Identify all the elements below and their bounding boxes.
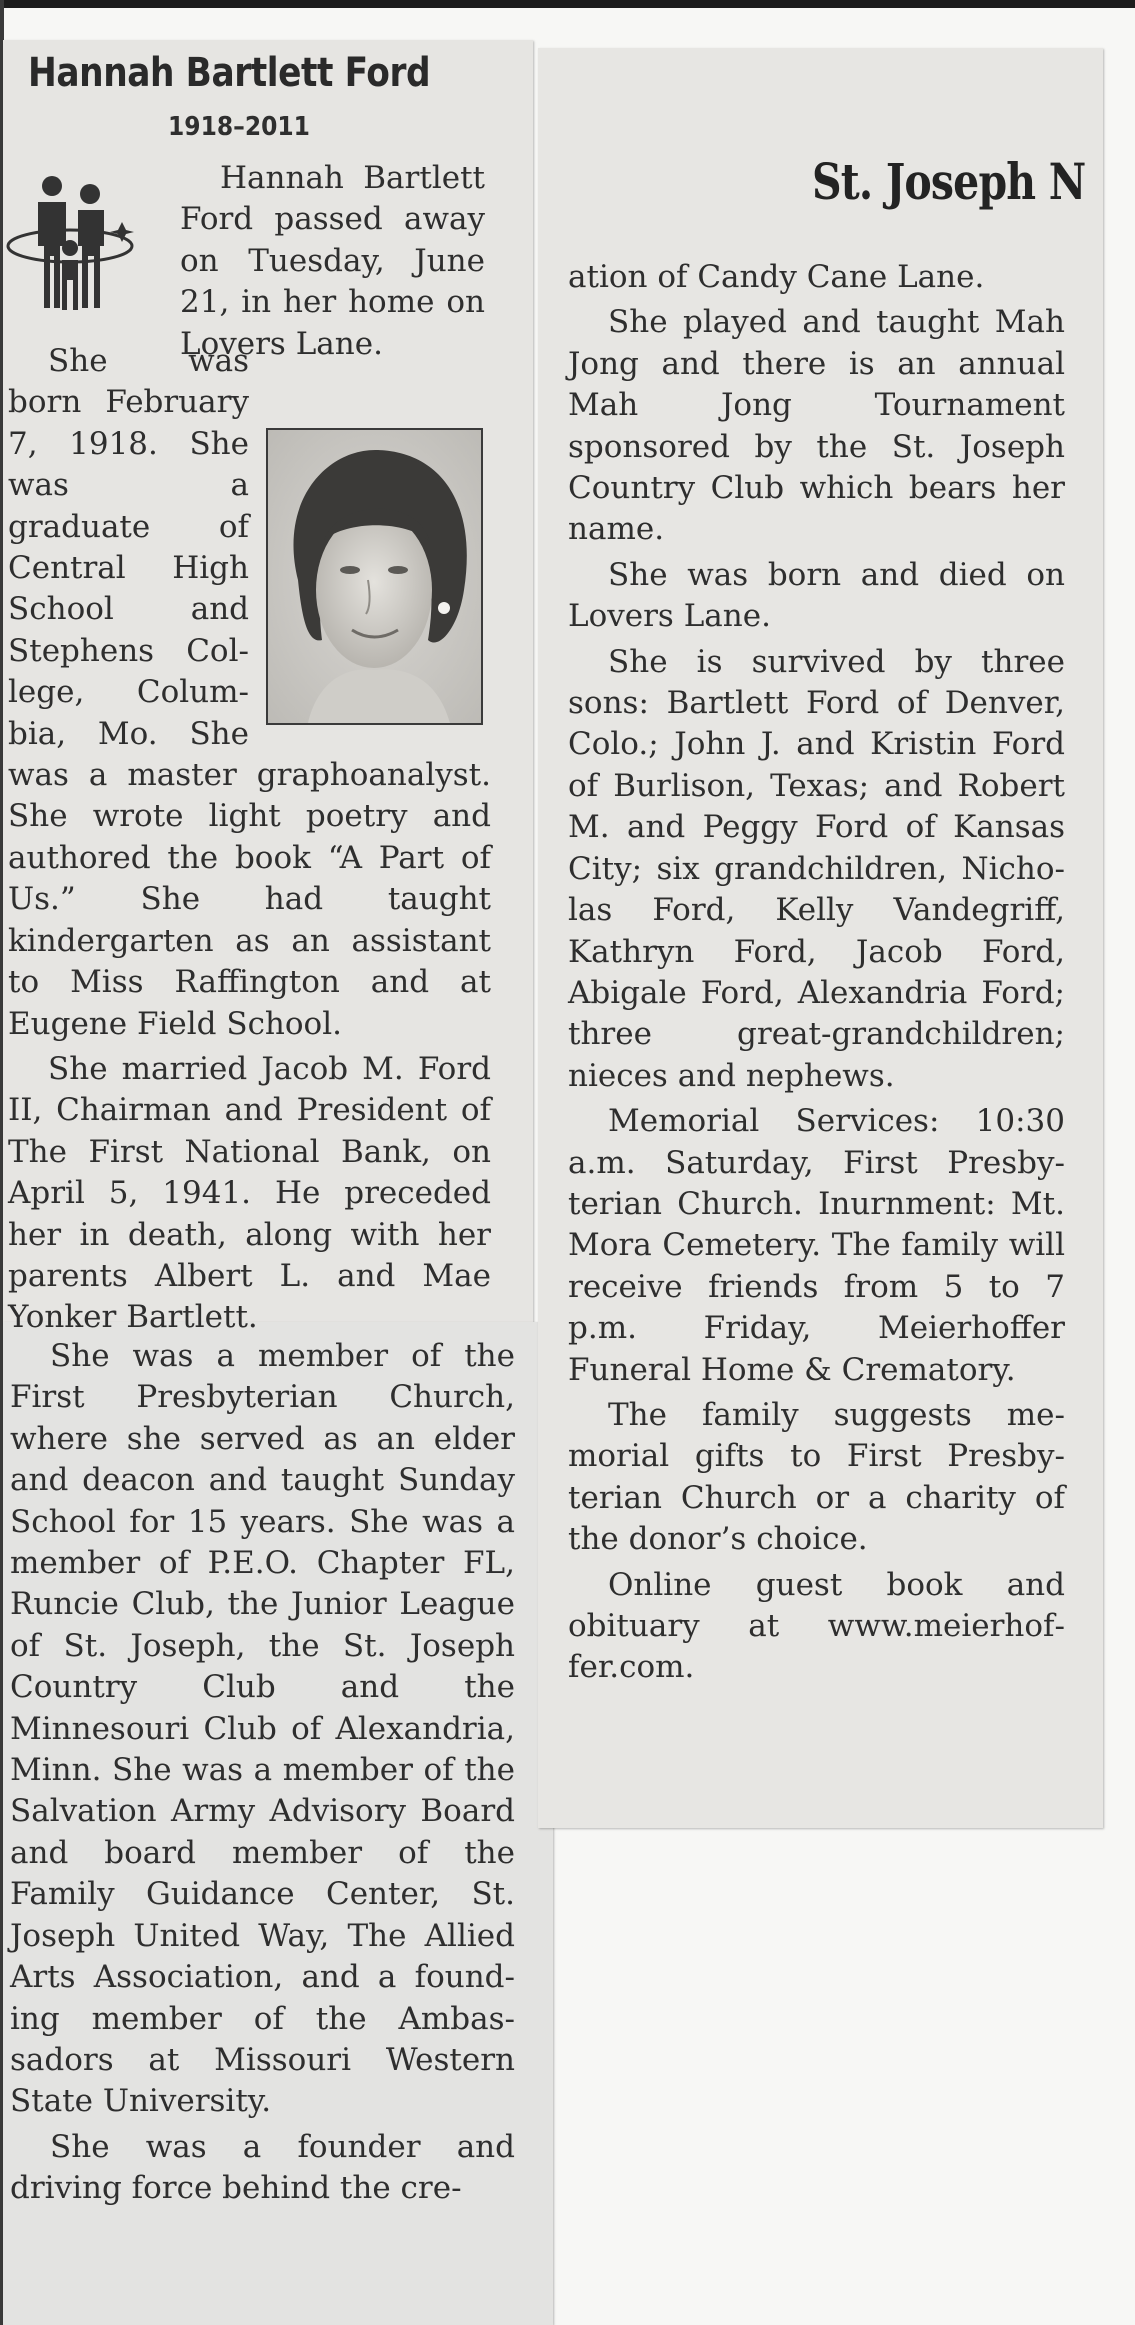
scan-top-edge xyxy=(0,0,1135,8)
intro-paragraph-column xyxy=(180,158,485,365)
right-column xyxy=(568,257,1065,1689)
family-emblem-icon xyxy=(4,172,136,314)
membership-paragraph: She was a member of the First Presbyterian Church, where she served as an elder and deacon and taught Sunday School for 15 years. She was a member of P.E.O. Chapter FL, Runcie Club, the Junior League of St. Joseph, the St. Joseph Country Club and the Minnesouri Club of Alexandria, Minn. She was a member of the Salvation Army Advisory Board and board member of the Family Guidance Center, St. Joseph United Way, The Allied Arts Association, and a founding member of the Ambassadors at Missouri Western State University. xyxy=(10,1338,515,2120)
lovers-lane-paragraph: She was born and died on Lovers Lane. xyxy=(568,556,1065,635)
founder-paragraph-start: She was a founder and driving force behind the cre- xyxy=(10,2128,515,2207)
marriage-paragraph: She married Jacob M. Ford II, Chairman and President of The First National Bank, on April 5, 1941. He preceded her in death, along with her parents Albert L. and Mae Yonker Bartlett. xyxy=(8,1050,491,1336)
services-paragraph: Memorial Services: 10:30 a.m. Saturday, First Presbyterian Church. Inurnment: Mt. Mora Cemetery. The family will receive friends from 5 to 7 p.m. Friday, Meierhoffer Funeral Home & Crematory. xyxy=(568,1103,1065,1388)
mahjong-paragraph: She played and taught Mah Jong and there is an annual Mah Jong Tournament sponsored by the St. Joseph Country Club which bears her name. xyxy=(568,304,1065,548)
newspaper-masthead: St. Joseph N xyxy=(812,152,1086,211)
memorial-gifts-paragraph: The family suggests memorial gifts to First Presbyterian Church or a charity of the donor’s choice. xyxy=(568,1396,1065,1558)
obituary-headline: Hannah Bartlett Ford xyxy=(28,50,431,96)
survivors-paragraph: She is survived by three sons: Bartlett Ford of Denver, Colo.; John J. and Kristin Ford of Burlison, Texas; and Robert M. and Peggy Ford of Kansas City; six grandchildren, Nicholas Ford, Kelly Vandegriff, Kathryn Ford, Jacob Ford, Abigale Ford, Alexandria Ford; three great-grandchildren; nieces and nephews. xyxy=(568,643,1065,1094)
online-guestbook-paragraph: Online guest book and obituary at www.meierhoffer.com. xyxy=(568,1566,1065,1686)
birth-paragraph: She was born February 7, 1918. She was a graduate of Central High School and Stephens College, Columbia, Mo. She was a master graphoanalyst. She wrote light poetry and authored the book “A Part of Us.” She had taught kindergarten as an assistant to Miss Raffington and at Eugene Field School. xyxy=(8,343,491,1042)
founder-paragraph-end: ation of Candy Cane Lane. xyxy=(568,259,985,295)
life-dates: 1918–2011 xyxy=(168,112,310,142)
left-column-lower xyxy=(10,1336,515,2210)
intro-paragraph: Hannah Bartlett Ford passed away on Tuesday, June 21, in her home on Lovers Lane. xyxy=(180,160,485,362)
left-column-upper xyxy=(8,341,491,1339)
